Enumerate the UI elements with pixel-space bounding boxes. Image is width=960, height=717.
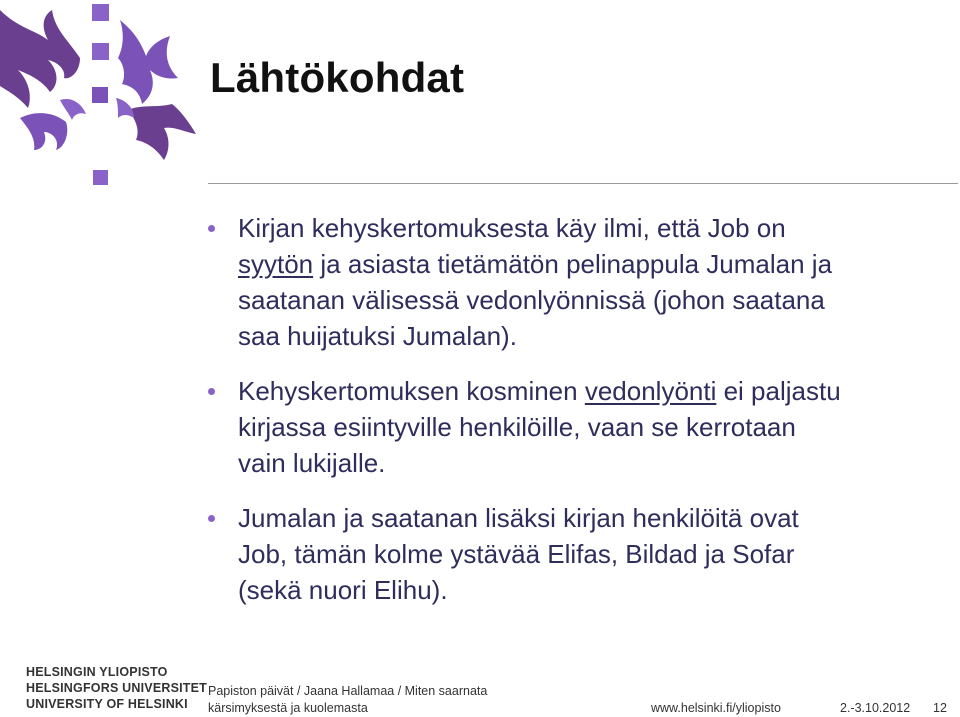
underlined-term: syytön — [238, 249, 314, 279]
bullet-text: Jumalan ja saatanan lisäksi kirjan henkilöitä ovat — [238, 503, 799, 533]
university-flame-logo-icon — [0, 0, 200, 190]
bullet-item — [206, 500, 951, 608]
bullet-dot-icon — [208, 225, 215, 232]
bullet-text: Kehyskertomuksen kosminen — [238, 376, 585, 406]
bullet-text: kirjassa esiintyville henkilöille, vaan se kerrotaan — [238, 412, 796, 442]
bullet-item — [206, 210, 951, 354]
university-name-en: UNIVERSITY OF HELSINKI — [26, 697, 188, 711]
bullet-line — [238, 536, 951, 572]
bullet-text: saa huijatuksi Jumalan). — [238, 321, 517, 351]
slide-title: Lähtökohdat — [210, 54, 465, 101]
bullet-line — [238, 318, 951, 354]
bullet-text: (sekä nuori Elihu). — [238, 575, 448, 605]
footer-event — [208, 683, 487, 717]
bullet-list — [206, 210, 951, 627]
footer-url: www.helsinki.fi/yliopisto — [651, 701, 781, 715]
bullet-line — [238, 500, 951, 536]
bullet-text: Job, tämän kolme ystävää Elifas, Bildad ja Sofar — [238, 539, 795, 569]
footer-event-line-2: kärsimyksestä ja kuolemasta — [208, 701, 368, 715]
footer-date: 2.-3.10.2012 — [840, 701, 911, 715]
bullet-line — [238, 445, 951, 481]
title-divider — [208, 183, 958, 184]
bullet-text: saatanan välisessä vedonlyönnissä (johon saatana — [238, 285, 825, 315]
university-name-sv: HELSINGFORS UNIVERSITET — [26, 681, 208, 695]
bullet-line — [238, 282, 951, 318]
bullet-item — [206, 373, 951, 481]
university-wordmark — [26, 664, 208, 712]
bullet-line — [238, 210, 951, 246]
bullet-line — [238, 409, 951, 445]
bullet-text: ei paljastu — [716, 376, 841, 406]
bullet-dot-icon — [208, 515, 215, 522]
university-name-fi: HELSINGIN YLIOPISTO — [26, 665, 168, 679]
bullet-text: vain lukijalle. — [238, 448, 386, 478]
underlined-term: vedonlyönti — [584, 376, 717, 406]
bullet-text: Kirjan kehyskertomuksesta käy ilmi, että Job on — [238, 213, 786, 243]
bullet-line — [238, 373, 951, 409]
page-number: 12 — [933, 701, 947, 715]
footer-event-line-1: Papiston päivät / Jaana Hallamaa / Miten saarnata — [208, 684, 488, 698]
bullet-text: ja asiasta tietämätön pelinappula Jumalan ja — [313, 249, 833, 279]
bullet-dot-icon — [208, 388, 215, 395]
bullet-line — [238, 572, 951, 608]
bullet-line — [238, 246, 951, 282]
